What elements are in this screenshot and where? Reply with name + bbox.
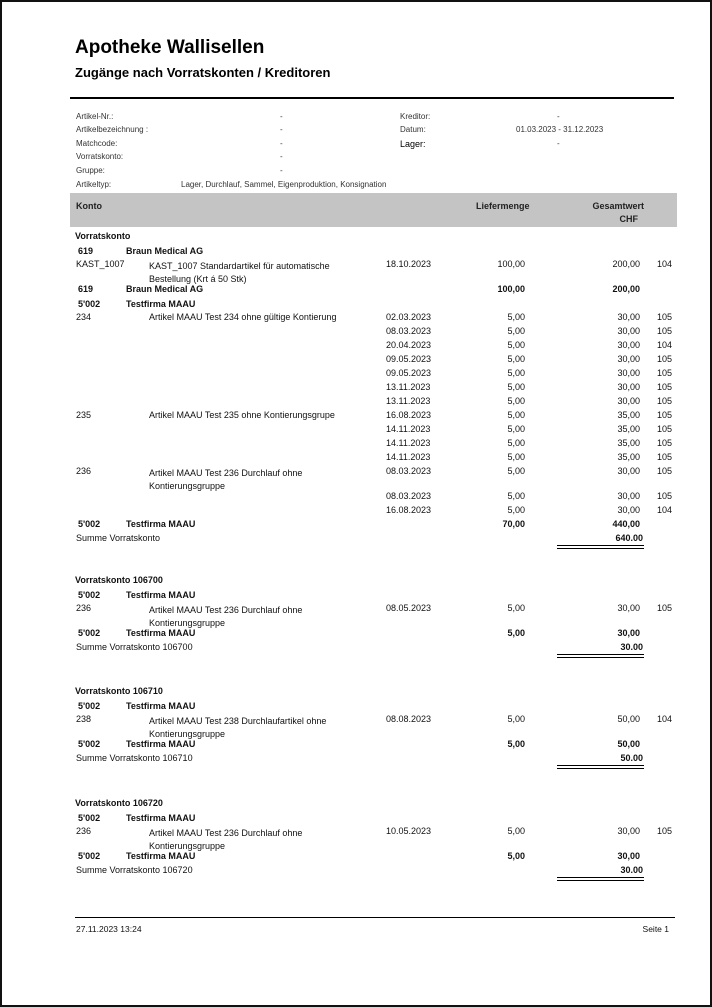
item-number: 238 (76, 714, 92, 724)
creditor-total-value: 200,00 (612, 284, 640, 294)
filter-value: - (280, 112, 283, 121)
item-description-line2: Kontierungsgruppe (149, 481, 226, 491)
filter-label: Matchcode: (76, 139, 118, 148)
creditor-name: Testfirma MAAU (126, 701, 196, 711)
creditor-name: Testfirma MAAU (126, 813, 196, 823)
line-value: 35,00 (617, 410, 640, 420)
filter-value: - (280, 125, 283, 134)
item-description: Artikel MAAU Test 236 Durchlauf ohne (149, 605, 303, 615)
creditor-total-value: 30,00 (617, 628, 640, 638)
creditor-total-name: Testfirma MAAU (126, 851, 196, 861)
col-konto: Konto (76, 201, 102, 211)
section-sum-label: Summe Vorratskonto (76, 533, 161, 543)
line-value: 30,00 (617, 826, 640, 836)
creditor-total-quantity: 5,00 (507, 739, 525, 749)
filter-value: - (557, 139, 560, 148)
creditor-total-number: 5'002 (78, 628, 101, 638)
col-liefermenge: Liefermenge (476, 201, 530, 211)
line-value: 30,00 (617, 491, 640, 501)
section-sum-value: 50.00 (620, 753, 643, 763)
filter-value: - (280, 166, 283, 175)
line-date: 09.05.2023 (386, 354, 432, 364)
creditor-total-name: Testfirma MAAU (126, 519, 196, 529)
col-gesamtwert: Gesamtwert (592, 201, 644, 211)
line-quantity: 5,00 (507, 826, 525, 836)
line-code: 104 (657, 340, 673, 350)
line-value: 200,00 (612, 259, 640, 269)
line-quantity: 5,00 (507, 354, 525, 364)
double-underline (557, 877, 644, 881)
line-code: 105 (657, 603, 673, 613)
double-underline (557, 545, 644, 549)
line-date: 18.10.2023 (386, 259, 432, 269)
filter-label: Lager: (400, 139, 426, 149)
line-code: 105 (657, 466, 673, 476)
item-description: Artikel MAAU Test 235 ohne Kontierungsgrupe (149, 410, 335, 420)
filter-label: Kreditor: (400, 112, 431, 121)
filter-value: 01.03.2023 - 31.12.2023 (516, 125, 604, 134)
creditor-name: Testfirma MAAU (126, 299, 196, 309)
line-quantity: 100,00 (497, 259, 525, 269)
section-sum-label: Summe Vorratskonto 106700 (76, 642, 193, 652)
creditor-total-name: Testfirma MAAU (126, 628, 196, 638)
filter-label: Artikelbezeichnung : (76, 125, 149, 134)
line-date: 09.05.2023 (386, 368, 432, 378)
creditor-number: 5'002 (78, 701, 101, 711)
line-date: 08.03.2023 (386, 326, 432, 336)
line-date: 16.08.2023 (386, 505, 432, 515)
line-quantity: 5,00 (507, 312, 525, 322)
creditor-name: Braun Medical AG (126, 246, 204, 256)
creditor-total-number: 619 (78, 284, 94, 294)
creditor-total-name: Testfirma MAAU (126, 739, 196, 749)
section-heading: Vorratskonto 106710 (75, 686, 163, 696)
line-quantity: 5,00 (507, 326, 525, 336)
line-quantity: 5,00 (507, 382, 525, 392)
filter-label: Datum: (400, 125, 426, 134)
item-number: 234 (76, 312, 92, 322)
line-value: 30,00 (617, 368, 640, 378)
creditor-name: Testfirma MAAU (126, 590, 196, 600)
line-quantity: 5,00 (507, 340, 525, 350)
item-number: 235 (76, 410, 92, 420)
line-value: 30,00 (617, 340, 640, 350)
section-heading: Vorratskonto (75, 231, 131, 241)
line-quantity: 5,00 (507, 438, 525, 448)
line-code: 104 (657, 714, 673, 724)
line-date: 13.11.2023 (386, 382, 431, 392)
line-code: 105 (657, 382, 673, 392)
section-heading: Vorratskonto 106700 (75, 575, 163, 585)
footer-timestamp: 27.11.2023 13:24 (76, 924, 142, 934)
double-underline (557, 765, 644, 769)
line-date: 08.03.2023 (386, 491, 432, 501)
line-code: 105 (657, 491, 673, 501)
line-quantity: 5,00 (507, 368, 525, 378)
filter-value: - (280, 152, 283, 161)
line-value: 30,00 (617, 312, 640, 322)
item-number: 236 (76, 826, 92, 836)
line-code: 105 (657, 312, 673, 322)
creditor-total-quantity: 5,00 (507, 628, 525, 638)
line-date: 02.03.2023 (386, 312, 432, 322)
item-description: Artikel MAAU Test 234 ohne gültige Kontierung (149, 312, 337, 322)
line-quantity: 5,00 (507, 466, 525, 476)
creditor-total-quantity: 70,00 (502, 519, 525, 529)
section-sum-value: 640.00 (615, 533, 643, 543)
item-number: KAST_1007 (76, 259, 125, 269)
line-quantity: 5,00 (507, 714, 525, 724)
line-date: 14.11.2023 (386, 452, 431, 462)
item-description: Artikel MAAU Test 236 Durchlauf ohne (149, 828, 303, 838)
line-value: 30,00 (617, 382, 640, 392)
line-code: 104 (657, 259, 673, 269)
line-value: 30,00 (617, 396, 640, 406)
line-code: 105 (657, 424, 673, 434)
col-currency: CHF (619, 214, 638, 224)
creditor-total-number: 5'002 (78, 519, 101, 529)
line-code: 105 (657, 326, 673, 336)
creditor-total-value: 440,00 (612, 519, 640, 529)
section-heading: Vorratskonto 106720 (75, 798, 163, 808)
item-description-line2: Bestellung (Krt á 50 Stk) (149, 274, 247, 284)
line-code: 105 (657, 354, 673, 364)
creditor-total-number: 5'002 (78, 739, 101, 749)
line-date: 10.05.2023 (386, 826, 432, 836)
creditor-number: 5'002 (78, 299, 101, 309)
line-date: 13.11.2023 (386, 396, 431, 406)
item-description-line2: Kontierungsgruppe (149, 841, 226, 851)
item-description-line2: Kontierungsgruppe (149, 729, 226, 739)
creditor-number: 619 (78, 246, 94, 256)
line-quantity: 5,00 (507, 452, 525, 462)
line-value: 35,00 (617, 452, 640, 462)
filter-label: Artikeltyp: (76, 180, 112, 189)
footer-page-number: Seite 1 (642, 924, 669, 934)
line-quantity: 5,00 (507, 396, 525, 406)
filter-label: Gruppe: (76, 166, 105, 175)
line-value: 35,00 (617, 424, 640, 434)
line-code: 105 (657, 368, 673, 378)
section-sum-value: 30.00 (620, 865, 643, 875)
section-sum-label: Summe Vorratskonto 106720 (76, 865, 193, 875)
header-rule (70, 97, 674, 99)
item-description-line2: Kontierungsgruppe (149, 618, 226, 628)
report-subtitle: Zugänge nach Vorratskonten / Kreditoren (75, 65, 331, 80)
line-date: 08.03.2023 (386, 466, 432, 476)
line-quantity: 5,00 (507, 505, 525, 515)
item-number: 236 (76, 603, 92, 613)
line-date: 14.11.2023 (386, 424, 431, 434)
filter-label: Artikel-Nr.: (76, 112, 114, 121)
line-date: 14.11.2023 (386, 438, 431, 448)
section-sum-label: Summe Vorratskonto 106710 (76, 753, 193, 763)
creditor-total-quantity: 100,00 (497, 284, 525, 294)
line-value: 50,00 (617, 714, 640, 724)
creditor-total-number: 5'002 (78, 851, 101, 861)
line-date: 08.08.2023 (386, 714, 432, 724)
creditor-total-value: 30,00 (617, 851, 640, 861)
item-description: KAST_1007 Standardartikel für automatische (149, 261, 330, 271)
filter-label: Vorratskonto: (76, 152, 124, 161)
line-date: 16.08.2023 (386, 410, 432, 420)
filter-value: - (557, 112, 560, 121)
line-value: 35,00 (617, 438, 640, 448)
line-value: 30,00 (617, 603, 640, 613)
line-quantity: 5,00 (507, 424, 525, 434)
creditor-total-name: Braun Medical AG (126, 284, 204, 294)
report-title: Apotheke Wallisellen (75, 37, 265, 58)
line-value: 30,00 (617, 326, 640, 336)
line-quantity: 5,00 (507, 410, 525, 420)
line-date: 08.05.2023 (386, 603, 432, 613)
line-code: 105 (657, 410, 673, 420)
double-underline (557, 654, 644, 658)
item-number: 236 (76, 466, 92, 476)
line-code: 105 (657, 438, 673, 448)
creditor-total-quantity: 5,00 (507, 851, 525, 861)
line-code: 105 (657, 826, 673, 836)
line-value: 30,00 (617, 505, 640, 515)
item-description: Artikel MAAU Test 238 Durchlaufartikel ohne (149, 716, 327, 726)
section-sum-value: 30.00 (620, 642, 643, 652)
item-description: Artikel MAAU Test 236 Durchlauf ohne (149, 468, 303, 478)
footer-rule (75, 917, 675, 918)
creditor-number: 5'002 (78, 813, 101, 823)
creditor-total-value: 50,00 (617, 739, 640, 749)
creditor-number: 5'002 (78, 590, 101, 600)
line-value: 30,00 (617, 354, 640, 364)
line-code: 104 (657, 505, 673, 515)
line-code: 105 (657, 396, 673, 406)
filter-value: - (280, 139, 283, 148)
filter-value: Lager, Durchlauf, Sammel, Eigenproduktion, Konsignation (181, 180, 387, 189)
line-date: 20.04.2023 (386, 340, 432, 350)
line-value: 30,00 (617, 466, 640, 476)
line-quantity: 5,00 (507, 491, 525, 501)
line-code: 105 (657, 452, 673, 462)
line-quantity: 5,00 (507, 603, 525, 613)
